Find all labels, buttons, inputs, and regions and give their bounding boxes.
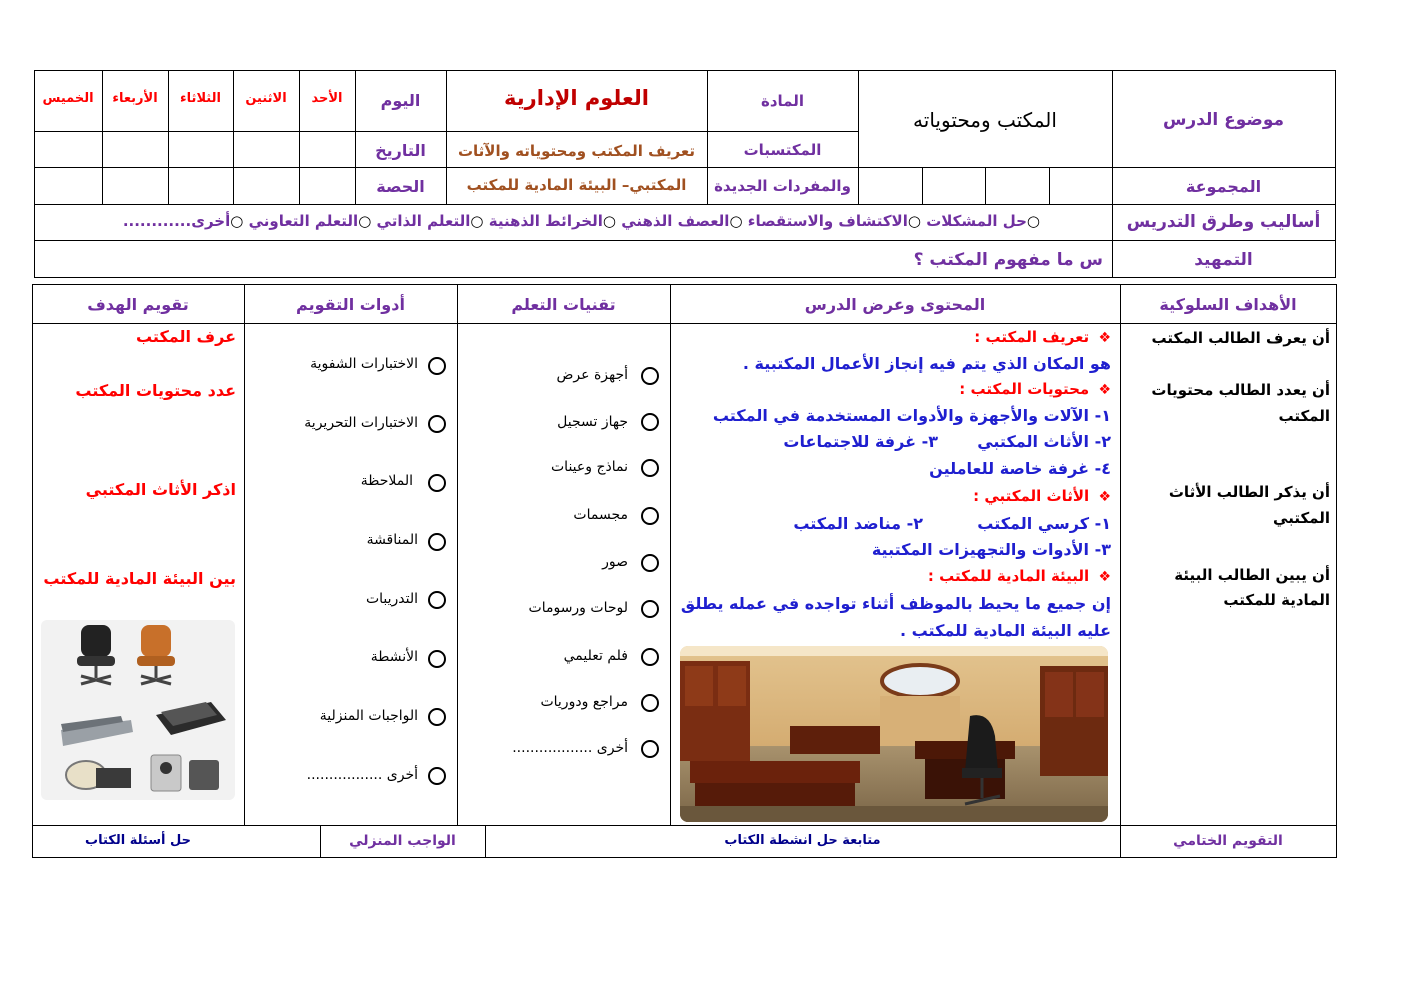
homework-label: الواجب المنزلي <box>349 833 456 849</box>
tool-6: الأنشطة <box>370 649 418 665</box>
tool-3: الملاحظة <box>360 473 413 489</box>
bullet-icon: ❖ <box>1098 382 1111 398</box>
objective-4b: المادية للمكتب <box>1223 591 1330 609</box>
evaluation-4: بين البيئة المادية للمكتب <box>43 569 236 588</box>
content-line-2a: ٢- الأثاث المكتبي <box>977 432 1111 451</box>
objective-3b: المكتبي <box>1273 509 1330 527</box>
method-item: التعلم الذاتي <box>376 212 471 230</box>
evaluation-3: اذكر الأثاث المكتبي <box>85 480 236 499</box>
method-bullet: ○ <box>907 212 921 230</box>
acquired-line2: المكتبي– البيئة المادية للمكتب <box>466 176 687 194</box>
content-line-4a: ١- كرسي المكتب <box>977 514 1111 533</box>
new-vocab-label: والمفردات الجديدة <box>714 177 851 195</box>
technique-8-radio[interactable] <box>641 694 659 712</box>
day-sunday: الأحد <box>311 91 343 106</box>
method-bullet: ○ <box>230 212 244 230</box>
tool-6-radio[interactable] <box>428 650 446 668</box>
col-tools: أدوات التقويم <box>296 295 405 314</box>
office-photo <box>680 646 1108 822</box>
day-label: اليوم <box>380 91 421 110</box>
tool-2: الاختبارات التحريرية <box>304 415 418 431</box>
methods-label: أساليب وطرق التدريس <box>1126 212 1321 232</box>
acquired-line1: تعريف المكتب ومحتوياته والآثات <box>457 142 696 160</box>
col-techniques: تقنيات التعلم <box>511 295 616 314</box>
content-paragraph-2b: عليه البيئة المادية للمكتب . <box>899 621 1111 640</box>
method-bullet: ○ <box>602 212 616 230</box>
technique-4: مجسمات <box>573 507 628 523</box>
final-evaluation-label: التقويم الختامي <box>1173 833 1283 849</box>
subject-value: العلوم الإدارية <box>504 86 649 110</box>
col-objectives: الأهداف السلوكية <box>1159 295 1297 314</box>
tool-8-radio[interactable] <box>428 767 446 785</box>
day-thursday: الخميس <box>42 91 94 106</box>
method-bullet: ○ <box>729 212 743 230</box>
day-monday: الاثنين <box>245 91 287 106</box>
tool-7-radio[interactable] <box>428 708 446 726</box>
content-heading-definition: ❖ تعريف المكتب : <box>974 328 1111 346</box>
period-label: الحصة <box>376 177 425 196</box>
method-item: العصف الذهني <box>621 212 730 230</box>
objective-2b: المكتب <box>1278 407 1330 425</box>
tool-5-radio[interactable] <box>428 591 446 609</box>
tool-7: الواجبات المنزلية <box>319 708 418 724</box>
technique-9-radio[interactable] <box>641 740 659 758</box>
office-supplies-photo <box>41 620 235 800</box>
tool-4: المناقشة <box>366 532 418 548</box>
content-line-3: ٤- غرفة خاصة للعاملين <box>929 459 1111 478</box>
technique-5: صور <box>602 554 628 570</box>
tool-1-radio[interactable] <box>428 357 446 375</box>
tool-1: الاختبارات الشفوية <box>310 356 418 372</box>
date-label: التاريخ <box>375 141 426 160</box>
content-definition: هو المكان الذي يتم فيه إنجاز الأعمال المكتبية . <box>742 354 1111 373</box>
technique-6-radio[interactable] <box>641 600 659 618</box>
content-line-4b: ٢- مناضد المكتب <box>793 514 923 533</box>
tool-2-radio[interactable] <box>428 415 446 433</box>
technique-5-radio[interactable] <box>641 554 659 572</box>
technique-1: أجهزة عرض <box>556 367 628 383</box>
acquired-label: المكتسبات <box>743 141 822 159</box>
intro-value: س ما مفهوم المكتب ؟ <box>913 250 1103 270</box>
objective-3: أن يذكر الطالب الأثاث <box>1168 483 1330 501</box>
homework-value: حل أسئلة الكتاب <box>85 833 191 848</box>
tool-8: أخرى ................. <box>306 767 418 783</box>
objective-4: أن يبين الطالب البيئة <box>1174 566 1330 584</box>
technique-3-radio[interactable] <box>641 459 659 477</box>
technique-7-radio[interactable] <box>641 648 659 666</box>
lesson-topic-value: المكتب ومحتوياته <box>913 108 1057 132</box>
method-item: الاكتشاف والاستقصاء <box>747 212 908 230</box>
bullet-icon: ❖ <box>1098 489 1111 505</box>
technique-2-radio[interactable] <box>641 413 659 431</box>
tool-5: التدريبات <box>365 591 418 607</box>
technique-8: مراجع ودوريات <box>540 694 628 710</box>
bullet-icon: ❖ <box>1098 569 1111 585</box>
day-wednesday: الأربعاء <box>112 91 158 106</box>
objective-1: أن يعرف الطالب المكتب <box>1151 329 1330 347</box>
technique-3: نماذج وعينات <box>551 459 628 475</box>
col-evaluation: تقويم الهدف <box>87 295 189 314</box>
content-line-2b: ٣- غرفة للاجتماعات <box>783 432 938 451</box>
method-item: الخرائط الذهنية <box>488 212 603 230</box>
method-bullet: ○ <box>470 212 484 230</box>
followup-text: متابعة حل انشطة الكتاب <box>724 833 881 848</box>
tool-3-radio[interactable] <box>428 474 446 492</box>
day-tuesday: الثلاثاء <box>180 91 221 106</box>
technique-2: جهاز تسجيل <box>557 414 628 430</box>
content-paragraph-2a: إن جميع ما يحيط بالموظف أثناء تواجده في عمله يطلق <box>680 594 1111 613</box>
content-line-1: ١- الآلات والأجهزة والأدوات المستخدمة في المكتب <box>712 406 1111 425</box>
methods-list <box>40 212 1040 230</box>
technique-7: فلم تعليمي <box>563 648 628 664</box>
lesson-topic-label: موضوع الدرس <box>1162 110 1285 130</box>
method-bullet: ○ <box>358 212 372 230</box>
bullet-icon: ❖ <box>1098 330 1111 346</box>
subject-label: المادة <box>760 92 804 110</box>
content-heading-contents: ❖ محتويات المكتب : <box>959 380 1111 398</box>
content-heading-environment: ❖ البيئة المادية للمكتب : <box>927 567 1111 585</box>
group-label: المجموعة <box>1185 177 1262 196</box>
method-item: أخرى............ <box>122 212 231 230</box>
content-line-5: ٣- الأدوات والتجهيزات المكتبية <box>871 540 1111 559</box>
technique-9: أخرى .................. <box>512 740 628 756</box>
method-bullet: ○ <box>1026 212 1040 230</box>
intro-label: التمهيد <box>1194 250 1253 270</box>
objective-2: أن يعدد الطالب محتويات <box>1151 381 1330 399</box>
technique-6: لوحات ورسومات <box>528 600 628 616</box>
content-heading-furniture: ❖ الأثاث المكتبي : <box>973 487 1111 505</box>
evaluation-1: عرف المكتب <box>135 327 236 346</box>
method-item: حل المشكلات <box>926 212 1027 230</box>
col-content: المحتوى وعرض الدرس <box>804 295 986 314</box>
technique-1-radio[interactable] <box>641 367 659 385</box>
method-item: التعلم التعاوني <box>248 212 359 230</box>
tool-4-radio[interactable] <box>428 533 446 551</box>
evaluation-2: عدد محتويات المكتب <box>75 381 236 400</box>
technique-4-radio[interactable] <box>641 507 659 525</box>
